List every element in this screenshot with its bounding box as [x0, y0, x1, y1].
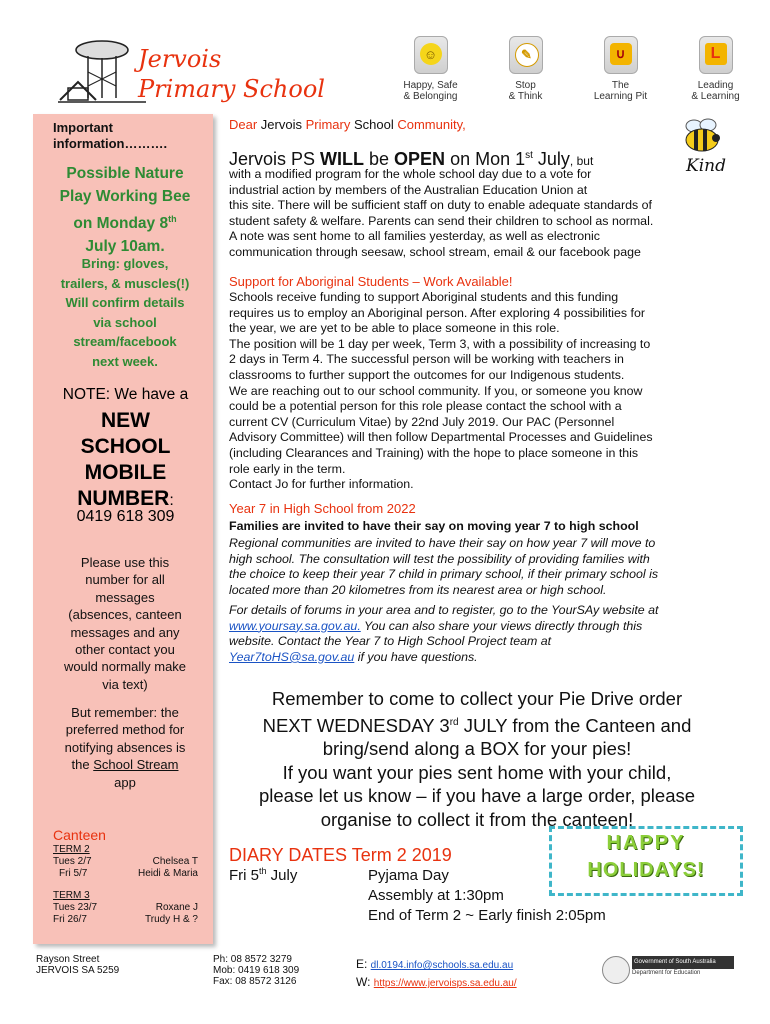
bring-list: Bring: gloves, trailers, & muscles(!) Will confirm details via school stream/facebook next week.	[60, 256, 190, 369]
pie-drive-notice: Remember to come to collect your Pie Drive order NEXT WEDNESDAY 3rd JULY from the Canteen and bring/send along a BOX for your pies! If you want your pies sent home with your child, please let us know – if you have a large order, please organise to collect it from the canteen!	[258, 688, 696, 830]
smiley-lock-icon: ☺	[414, 36, 448, 74]
value-happy-safe: ☺ Happy, Safe & Belonging	[383, 36, 478, 102]
note-prefix: NOTE: We have a	[62, 386, 189, 403]
crest-icon	[602, 956, 630, 984]
value-learning-pit: ∪ The Learning Pit	[573, 36, 668, 102]
website-link[interactable]: https://www.jervoisps.sa.edu.au/	[373, 978, 517, 989]
year7-body: Regional communities are invited to have their say on how year 7 will move to high school. The consultation will test the possibility of providing families with the choice to keep their year 7 child in primary school, if their primary school is located more than 20 kilometres from its nearest area or high school.	[229, 536, 659, 597]
value-stop-think: ✎ Stop & Think	[478, 36, 573, 102]
diary-items: Pyjama Day Assembly at 1:30pm End of Term 2 ~ Early finish 2:05pm	[368, 867, 606, 924]
mobile-number: 0419 618 309	[76, 508, 175, 525]
footer-web: W: https://www.jervoisps.sa.edu.au/	[356, 975, 517, 989]
year7-title: Year 7 in High School from 2022	[229, 501, 416, 516]
aboriginal-body: Schools receive funding to support Aboriginal students and this funding requires us to employ an Aboriginal person. After exploring 4 possibilities for the year, we are yet to be able to place someone in this role. The position will be 1 day per week, Term 3, with a possibility of increasing to 2 days in Term 4. The successful person will be working with teachers in classrooms to further support the outcomes for our Indigenous students. We are reaching out to our school community. If you, or someone you know could be a potential person for this role please contact the school with a current CV (Curriculum Vitae) by 22nd July 2019. Our PAC (Personnel Advisory Committee) will then follow Departmental Processes and Guidelines (including Clearances and Training) with the hope to place someone in this role early in the term. Contact Jo for further information.	[229, 290, 653, 492]
sidebar	[33, 114, 213, 944]
school-stream-link[interactable]: School Stream	[93, 757, 179, 773]
footer-phone: Ph: 08 8572 3279 Mob: 0419 618 309 Fax: 08 8572 3126	[213, 954, 300, 987]
kind-label: Kind	[686, 156, 726, 176]
open-body: with a modified program for the whole school day due to a vote for industrial action by members of the Australian Education Union at this site. There will be sufficient staff on duty to enable adequate standards of student safety & welfare. Parents can send their children to school as normal. A note was sent home to all families yesterday, as well as electronic communication through seesaw, school stream, email & our facebook page	[229, 167, 654, 259]
footer-email: E: dl.0194.info@schools.sa.edu.au	[356, 957, 514, 971]
year7-email-link[interactable]: Year7toHS@sa.gov.au	[229, 649, 355, 664]
email-link[interactable]: dl.0194.info@schools.sa.edu.au	[370, 960, 514, 971]
school-name: Jervois Primary School	[138, 45, 325, 103]
remember-text: But remember: the preferred method for notifying absences is the School Stream app	[64, 705, 186, 790]
canteen-roster: Canteen TERM 2 Tues 2/7 Chelsea T Fri 5/7 Heidi & Maria TERM 3 Tues 23/7 Roxane J Fri 26/7 Trudy H & ?	[53, 827, 198, 925]
aboriginal-title: Support for Aboriginal Students – Work Available!	[229, 274, 513, 289]
yoursay-link[interactable]: www.yoursay.sa.gov.au.	[229, 618, 361, 633]
please-use-text: Please use this number for all messages (absences, canteen messages and any other contact you would normally make via text)	[63, 555, 187, 692]
working-bee: Possible Nature Play Working Bee on Monday 8th July 10am.	[59, 165, 191, 256]
footer-address: Rayson Street JERVOIS SA 5259	[36, 954, 120, 976]
open-headline: Jervois PS WILL be OPEN on Mon 1st July, but	[229, 149, 594, 169]
diary-title: DIARY DATES Term 2 2019	[229, 845, 452, 865]
year7-subtitle: Families are invited to have their say on moving year 7 to high school	[229, 519, 639, 533]
value-leading-learning: L Leading & Learning	[668, 36, 763, 102]
new-mobile-number: NEW SCHOOL MOBILE NUMBER:	[77, 409, 174, 510]
speech-bubble-icon: ✎	[509, 36, 543, 74]
school-logo	[58, 36, 148, 106]
greeting: Dear Jervois Primary School Community,	[229, 117, 466, 132]
letter-l-icon: L	[699, 36, 733, 74]
happy-holidays-banner: HAPPY HOLIDAYS!	[549, 826, 743, 896]
year7-details: For details of forums in your area and to register, go to the YourSAy website at www.yoursay.sa.gov.au. You can also share your views directly through this website. Contact the Year 7 to High School Project team at Year7toHS@sa.gov.au if you have questions.	[229, 603, 659, 664]
school-values	[383, 36, 763, 102]
government-logo: Government of South Australia Department for Education	[602, 956, 732, 986]
diary-date: Fri 5th July	[229, 866, 298, 884]
important-heading: Important information……….	[53, 120, 168, 151]
learning-pit-icon: ∪	[604, 36, 638, 74]
